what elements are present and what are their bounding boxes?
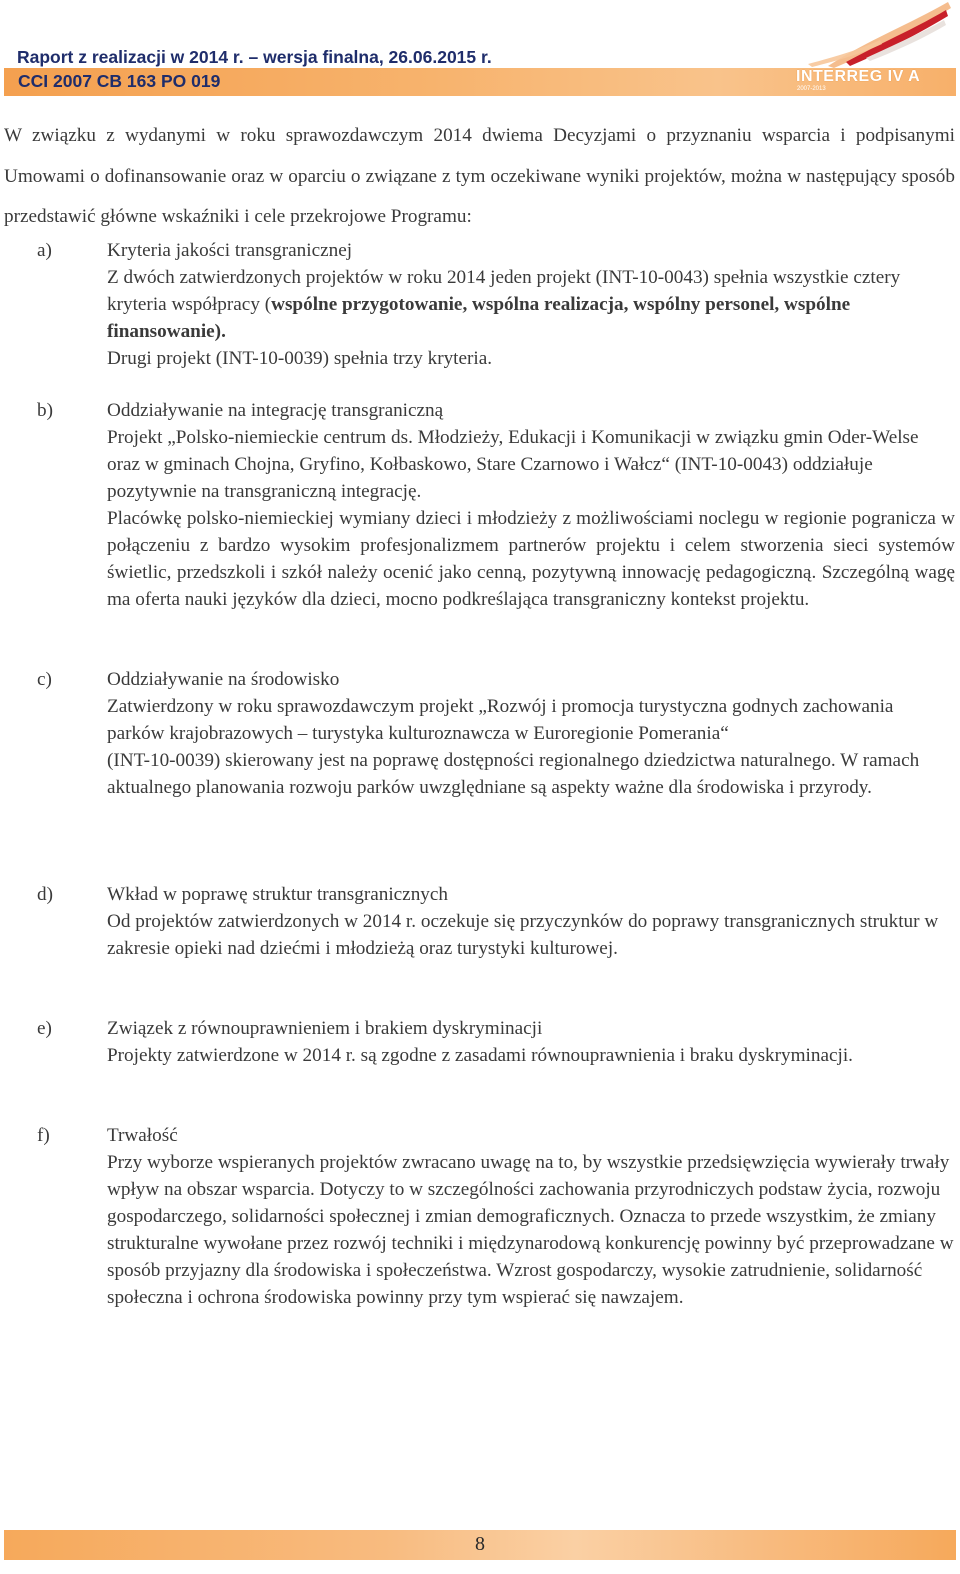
item-text-2: Drugi projekt (INT-10-0039) spełnia trzy kryteria. (107, 348, 493, 369)
item-letter: f) (37, 1125, 50, 1146)
item-body (107, 397, 955, 613)
item-title: Związek z równouprawnieniem i brakiem dyskryminacji (107, 1018, 543, 1039)
item-text (107, 264, 955, 345)
item-letter: d) (37, 884, 53, 905)
item-text-bold: wspólne przygotowanie, wspólna realizacja, wspólny personel, wspólne finansowanie). (107, 294, 851, 342)
item-title: Oddziaływanie na integrację transgraniczną (107, 400, 444, 421)
item-letter: b) (37, 400, 53, 421)
intro-paragraph: W związku z wydanymi w roku sprawozdawczym 2014 dwiema Decyzjami o przyznaniu wsparcia i podpisanymi Umowami o dofinansowanie oraz w oparciu o związane z tym oczekiwane wyniki projektów, można w następujący sposób przedstawić główne wskaźniki i cele przekrojowe Programu: (4, 125, 955, 227)
logo-swoosh-icon (788, 0, 958, 70)
page-header (0, 0, 960, 100)
item-text: Projekty zatwierdzone w 2014 r. są zgodne z zasadami równouprawnienia i braku dyskryminacji. (107, 1045, 853, 1066)
item-title: Kryteria jakości transgranicznej (107, 240, 353, 261)
item-title: Trwałość (107, 1125, 178, 1146)
item-text: Zatwierdzony w roku sprawozdawczym projekt „Rozwój i promocja turystyczna godnych zachowania parków krajobrazowych – turystyka kulturoznawcza w Euroregionie Pomerania“ (107, 696, 894, 744)
item-letter: c) (37, 669, 52, 690)
report-title: Raport z realizacji w 2014 r. – wersja finalna, 26.06.2015 r. (17, 47, 492, 67)
logo-text: INTERREG IV A (796, 68, 921, 85)
item-letter: e) (37, 1018, 52, 1039)
item-body (107, 1122, 955, 1311)
item-text-plain: Z dwóch zatwierdzonych projektów w roku 2014 jeden projekt (INT-10-0043) spełnia wszystkie cztery kryteria współpracy ( (107, 267, 901, 315)
program-code: CCI 2007 CB 163 PO 019 (18, 71, 221, 91)
logo-years: 2007-2013 (797, 86, 826, 92)
item-text-2: Placówkę polsko-niemieckiej wymiany dzieci i młodzieży z możliwościami noclegu w regionie pogranicza w połączeniu z bardzo wysokim profesjonalizmem partnerów projektu i celem stworzenia sieci systemów świetlic, przedszkoli i szkół należy ocenić jako cenną, pozytywną innowację pedagogiczną. Szczególną wagę ma oferta nauki języków dla dzieci, mocno podkreślająca transgraniczny kontekst projektu. (107, 508, 955, 610)
item-body (107, 881, 955, 962)
item-body (107, 1015, 955, 1069)
item-text: Przy wyborze wspieranych projektów zwracano uwagę na to, by wszystkie przedsięwzięcia wywierały trwały wpływ na obszar wsparcia. Dotyczy to w szczególności zachowania przyrodniczych podstaw życia, rozwoju gospodarczego, solidarności społecznej i zmian demograficznych. Oznacza to przede wszystkim, że zmiany strukturalne wywołane przez rozwój techniki i międzynarodową konkurencję powinny być przeprowadzane w sposób przyjazny dla środowiska i społeczeństwa. Wzrost gospodarczy, wysokie zatrudnienie, solidarność społeczna i ochrona środowiska powinny przy tym wspierać się nawzajem. (107, 1152, 954, 1308)
item-text: Projekt „Polsko-niemieckie centrum ds. Młodzieży, Edukacji i Komunikacji w związku gmin Oder-Welse oraz w gminach Chojna, Gryfino, Kołbaskowo, Stare Czarnowo i Wałcz“ (INT-10-0043) oddziałuje pozytywnie na transgraniczną integrację. (107, 427, 919, 502)
page-footer (4, 1530, 956, 1560)
item-body (107, 237, 955, 372)
item-text: Od projektów zatwierdzonych w 2014 r. oczekuje się przyczynków do poprawy transgranicznych struktur w zakresie opieki nad dziećmi i młodzieżą oraz turystyki kulturowej. (107, 911, 939, 959)
page-number: 8 (475, 1533, 485, 1555)
interreg-logo (788, 0, 958, 100)
item-title: Wkład w poprawę struktur transgranicznych (107, 884, 448, 905)
item-title: Oddziaływanie na środowisko (107, 669, 340, 690)
item-letter: a) (37, 240, 52, 261)
item-body (107, 666, 955, 801)
item-text-2: (INT-10-0039) skierowany jest na poprawę dostępności regionalnego dziedzictwa naturalnego. W ramach aktualnego planowania rozwoju parków uwzględniane są aspekty ważne dla środowiska i przyrody. (107, 750, 920, 798)
